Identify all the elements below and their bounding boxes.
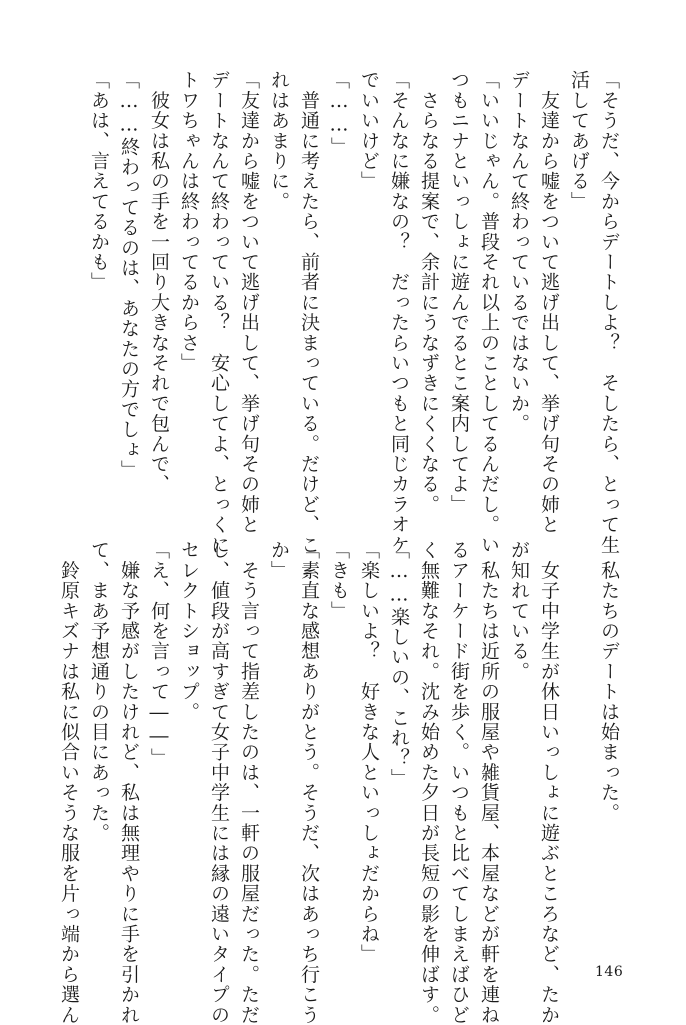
text-line: 「……終わってるのは、あなたの方でしょ」 (118, 70, 140, 480)
text-line: し、値段が高すぎて女子中学生には縁の遠いタイプの (208, 540, 230, 1025)
text-line: が知れている。 (508, 540, 530, 682)
text-line: 私たちは近所の服屋や雑貨屋、本屋などが軒を連ね (478, 540, 500, 1025)
text-line: 友達から嘘をついて逃げ出して、挙げ句その姉と (538, 70, 560, 535)
text-line: そう言って指差したのは、一軒の服屋だった。ただ (238, 540, 260, 1025)
text-line: デートなんて終わっているではないか。 (508, 70, 530, 434)
text-line: セレクトショップ。 (178, 540, 200, 722)
text-line: 「そんなに嫌なの？ だったらいつもと同じカラオケ (388, 70, 410, 555)
upper-text-block (64, 70, 624, 555)
text-line: るアーケード街を歩く。いつもと比べてしまえばひど (448, 540, 470, 1025)
text-line: 嫌な予感がしたけれど、私は無理やりに手を引かれ (118, 540, 140, 1025)
text-line: 彼女は私の手を一回り大きなそれで包んで、 (148, 70, 170, 495)
text-line: れはあまりに。 (268, 70, 290, 212)
blank-line (564, 540, 594, 940)
text-line: 「え、何を言って――」 (148, 540, 170, 769)
text-line: く無難なそれ。沈み始めた夕日が長短の影を伸ばす。 (418, 540, 440, 1025)
text-line: 女子中学生が休日いっしょに遊ぶところなど、たか (538, 540, 560, 1025)
page-number: 146 (595, 964, 624, 980)
text-line: 「素直な感想ありがとう。そうだ、次はあっち行こう (298, 540, 320, 1025)
text-line: 「……楽しいの、これ？」 (388, 540, 410, 789)
text-line: さらなる提案で、余計にうなずきにくくなる。 (418, 70, 440, 515)
text-line: つもニナといっしょに遊んでるとこ案内してよ」 (448, 70, 470, 515)
text-line: デートなんて終わっている？ 安心してよ、とっくに (208, 70, 230, 555)
text-line: 私たちのデートは始まった。 (598, 540, 620, 823)
text-line: 「きも」 (328, 540, 350, 621)
text-line: 活してあげる」 (568, 70, 590, 212)
text-line: か」 (268, 540, 290, 581)
text-line: 「友達から嘘をついて逃げ出して、挙げ句その姉と (238, 70, 260, 535)
text-line: 鈴原キズナは私に似合いそうな服を片っ端から選ん (58, 540, 80, 1025)
text-line: 普通に考えたら、前者に決まっている。だけど、こ (298, 70, 320, 555)
text-line: 「楽しいよ？ 好きな人といっしょだからね」 (358, 540, 380, 965)
text-line: 「あは、言えてるかも」 (88, 70, 110, 293)
text-line: でいいけど」 (358, 70, 380, 192)
text-line: 「いいじゃん。普段それ以上のことしてるんだし。い (478, 70, 500, 555)
text-line: て、まあ予想通りの目にあった。 (88, 540, 110, 843)
text-line: 「……」 (328, 70, 350, 157)
text-line: トワちゃんは終わってるからさ」 (178, 70, 200, 373)
text-line: 「そうだ、今からデートしよ？ そしたら、とって生 (598, 70, 620, 555)
